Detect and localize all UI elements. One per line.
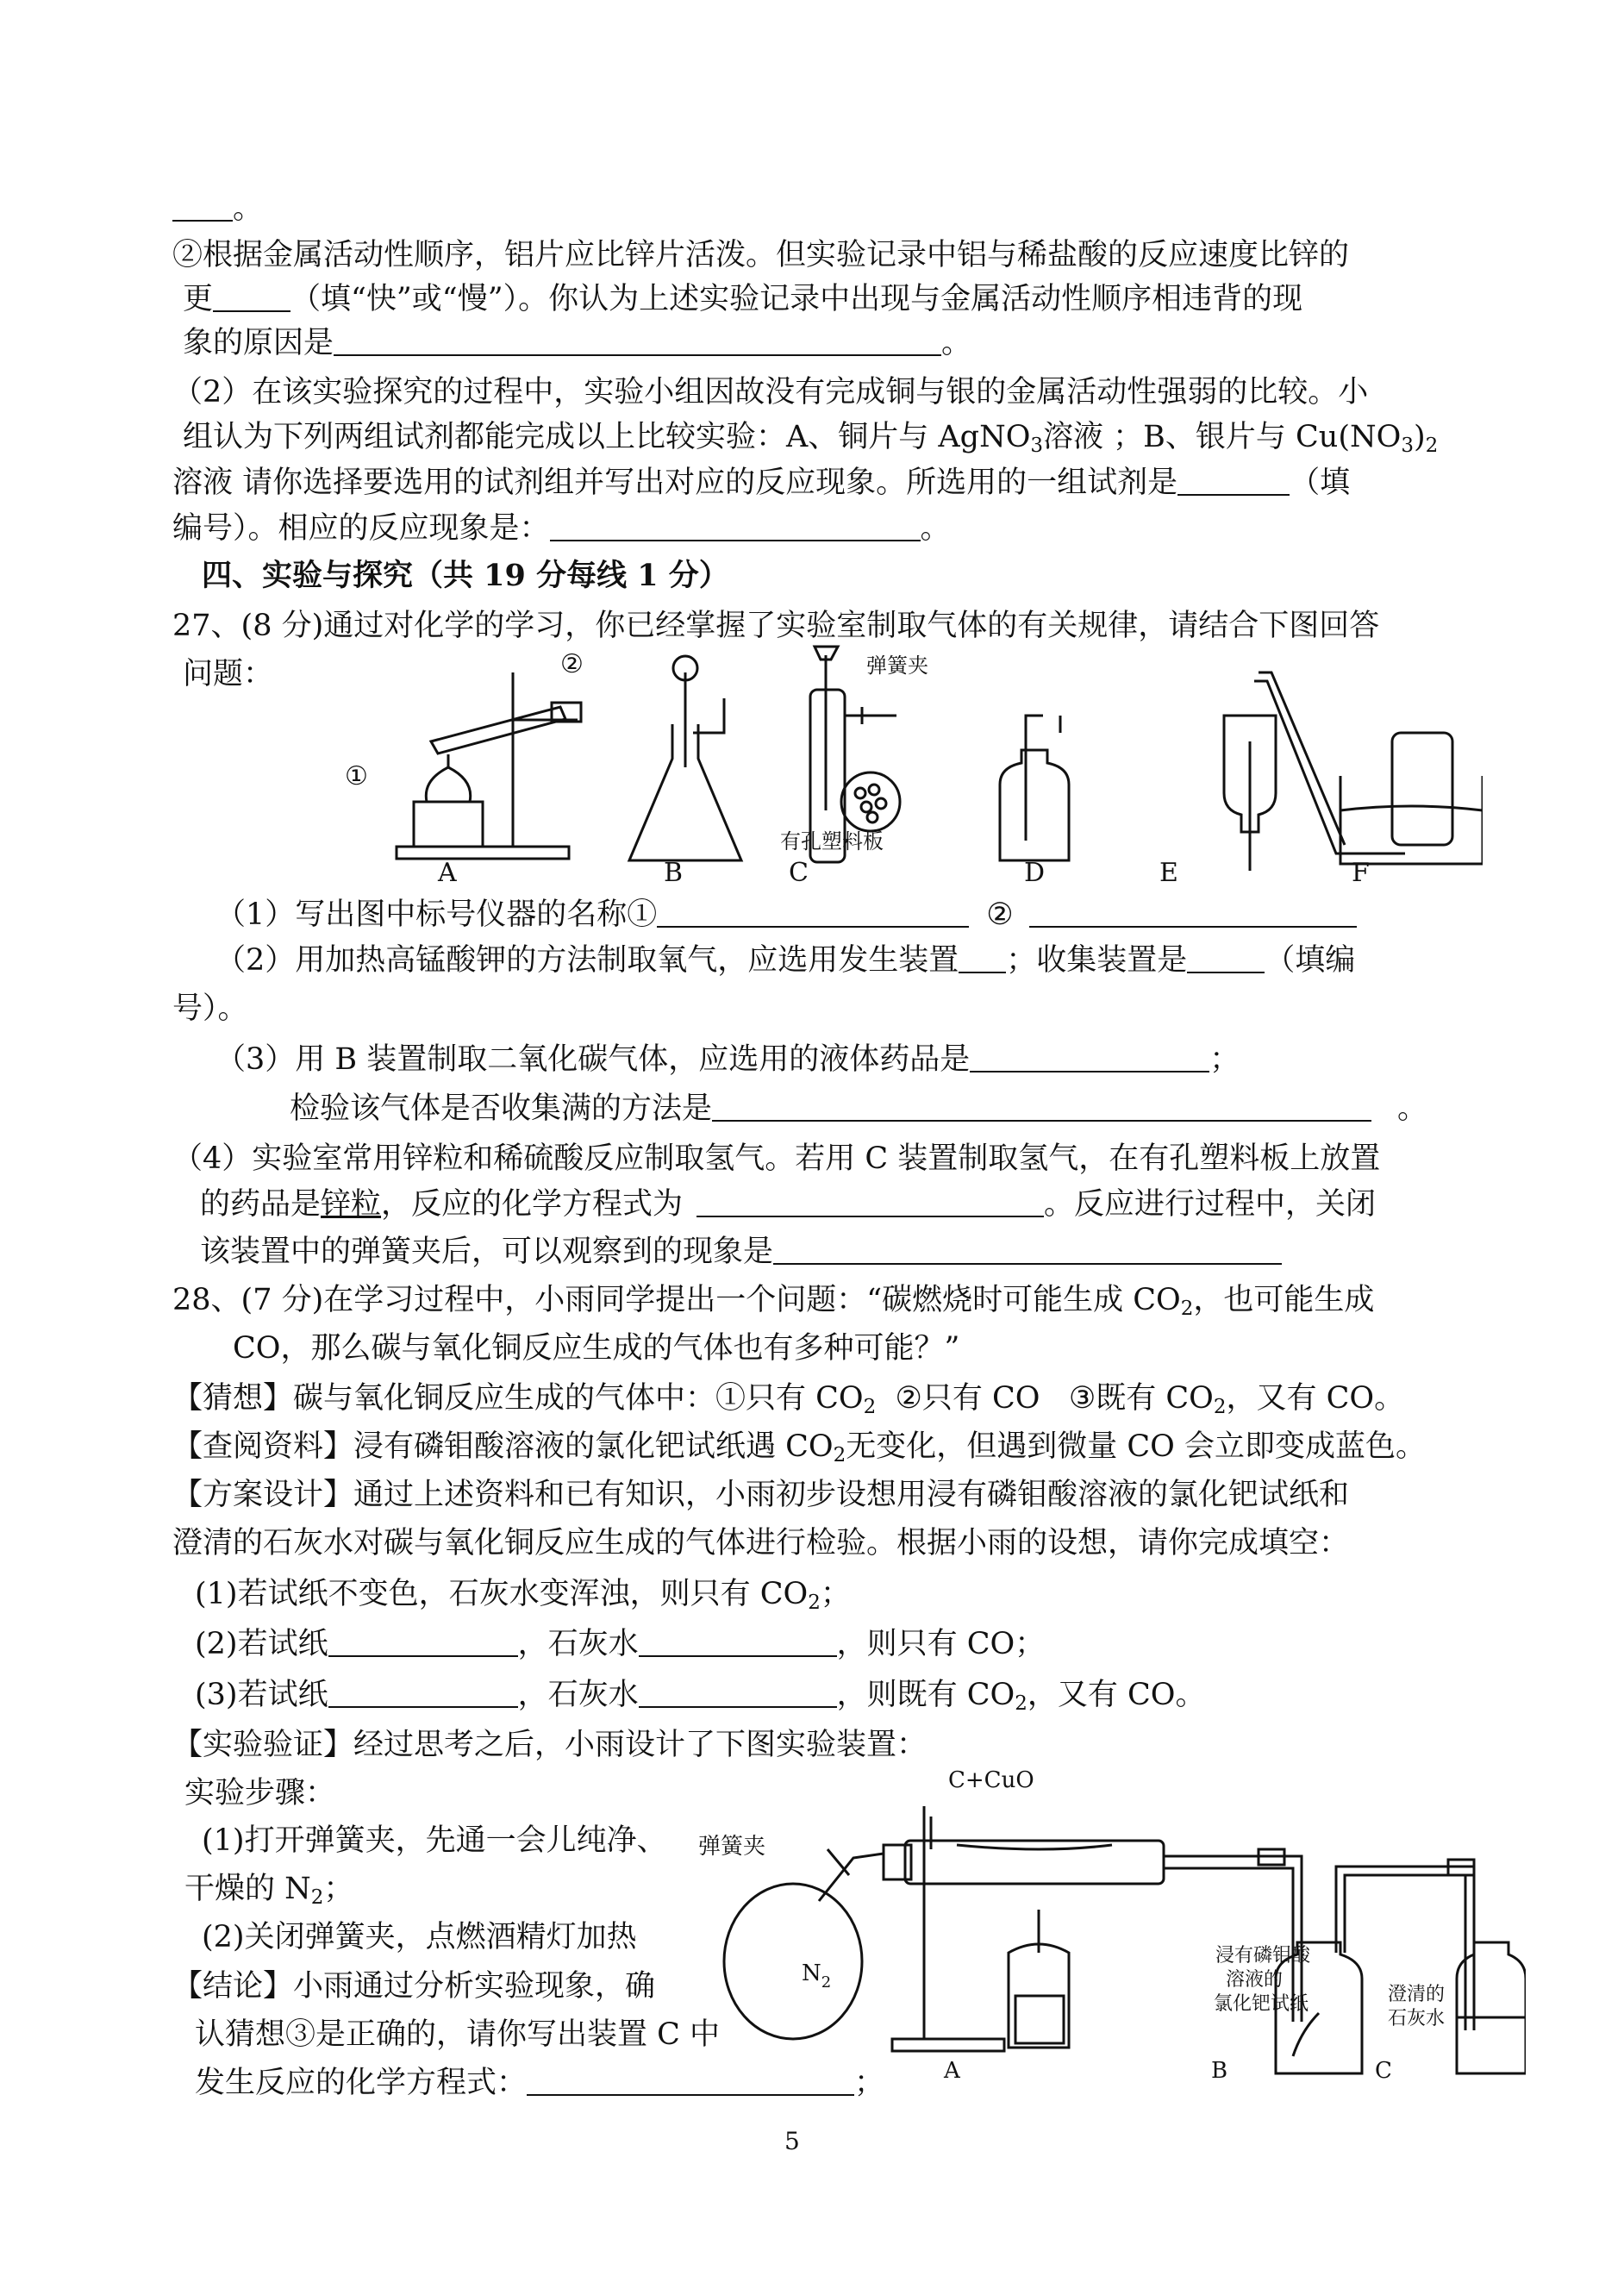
line-7: 溶液 请你选择要选用的试剂组并写出对应的反应现象。所选用的一组试剂是 （填 — [172, 466, 1351, 500]
paper-label-2: 溶液的 — [1226, 1969, 1284, 1991]
line-29: 【实验验证】经过思考之后，小雨设计了下图实验装置： — [172, 1728, 928, 1762]
paper-label-3: 氯化钯试纸 — [1214, 1993, 1309, 2015]
answer-blank[interactable] — [712, 1094, 1371, 1122]
line-34: 【结论】小雨通过分析实验现象，确 — [172, 1969, 656, 2004]
plate-label: 有孔塑料板 — [780, 829, 884, 854]
line-26: (1)若试纸不变色，石灰水变浑浊，则只有 $CO_2$； — [195, 1577, 851, 1614]
line-33: (2)关闭弹簧夹，点燃酒精灯加热 — [202, 1920, 637, 1954]
apparatus-figure-1 — [345, 638, 1483, 888]
label-c-2: C — [1375, 2058, 1392, 2084]
answer-blank[interactable] — [550, 514, 921, 541]
answer-blank[interactable] — [213, 285, 290, 312]
marker-2: ② — [560, 649, 584, 679]
label-b: B — [664, 858, 684, 888]
line-20: 28、(7 分)在学习过程中，小雨同学提出一个问题：“碳燃烧时可能生成 $CO_2$，也可能生成 — [172, 1283, 1375, 1320]
line-5: （2）在该实验探究的过程中，实验小组因故没有完成铜与银的金属活动性强弱的比较。小 — [172, 375, 1369, 410]
water-label-1: 澄清的 — [1388, 1984, 1446, 2005]
line-4: 象的原因是 。 — [183, 326, 972, 360]
line-30: 实验步骤： — [184, 1776, 336, 1810]
answer-blank[interactable] — [1029, 900, 1357, 928]
section-heading: 四、实验与探究（共 19 分每线 1 分） — [202, 558, 729, 593]
line-1: 。 — [172, 188, 263, 229]
line-18: 的药品是锌粒，反应的化学方程式为 。反应进行过程中，关闭 — [200, 1187, 1377, 1222]
line-17: （4）实验室常用锌粒和稀硫酸反应制取氢气。若用 C 装置制取氢气，在有孔塑料板上放置 — [172, 1141, 1381, 1176]
line-27: (2)若试纸 ，石灰水 ，则只有 CO； — [195, 1627, 1046, 1661]
answer-blank[interactable] — [328, 1680, 518, 1708]
label-a-2: A — [944, 2058, 960, 2084]
line-15: （3）用 B 装置制取二氧化碳气体，应选用的液体药品是 ； — [215, 1042, 1240, 1077]
label-e: E — [1159, 858, 1178, 888]
line-31: (1)打开弹簧夹，先通一会儿纯净、 — [202, 1823, 667, 1858]
answer-blank[interactable] — [970, 1045, 1209, 1072]
line-12: （1）写出图中标号仪器的名称① ② — [215, 894, 1357, 935]
label-b-2: B — [1211, 2058, 1228, 2084]
clamp-label: 弹簧夹 — [866, 653, 928, 678]
page-number: 5 — [784, 2127, 800, 2155]
answer-blank[interactable] — [696, 1190, 1044, 1217]
line-24: 【方案设计】通过上述资料和已有知识，小雨初步设想用浸有磷钼酸溶液的氯化钯试纸和 — [172, 1478, 1350, 1512]
line-32: 干燥的 $N_2$； — [184, 1872, 354, 1909]
line-21: CO，那么碳与氧化铜反应生成的气体也有多种可能？” — [233, 1331, 960, 1366]
label-a: A — [438, 858, 457, 888]
apparatus-figure-2 — [698, 1754, 1526, 2091]
line-3: 更 （填“快”或“慢”）。你认为上述实验记录中出现与金属活动性顺序相违背的现 — [183, 282, 1303, 316]
label-f: F — [1352, 858, 1370, 888]
line-22: 【猜想】碳与氧化铜反应生成的气体中：①只有 $CO_2$ ②只有 CO ③既有 $CO_2$，又有 CO。 — [172, 1381, 1405, 1418]
answer-blank[interactable] — [328, 1629, 518, 1657]
label-c: C — [789, 858, 809, 888]
answer-blank[interactable] — [1177, 468, 1290, 496]
label-d: D — [1024, 858, 1046, 888]
gas-label: $N_2$ — [802, 1960, 832, 1992]
line-16: 检验该气体是否收集满的方法是 。 — [290, 1091, 1428, 1126]
line-10: 27、(8 分)通过对化学的学习，你已经掌握了实验室制取气体的有关规律，请结合下图回答 — [172, 609, 1380, 643]
line-36: 发生反应的化学方程式： ； — [195, 2066, 885, 2100]
answer-blank[interactable] — [639, 1680, 837, 1708]
answer-blank[interactable] — [334, 328, 941, 356]
line-8: 编号）。相应的反应现象是： 。 — [172, 511, 951, 546]
line-2: ②根据金属活动性顺序，铝片应比锌片活泼。但实验记录中铝与稀盐酸的反应速度比锌的 — [172, 238, 1350, 272]
line-25: 澄清的石灰水对碳与氧化铜反应生成的气体进行检验。根据小雨的设想，请你完成填空： — [172, 1526, 1350, 1560]
line-28: (3)若试纸 ，石灰水 ，则既有 $CO_2$，又有 CO。 — [195, 1678, 1206, 1715]
line-6: 组认为下列两组试剂都能完成以上比较实验：A、铜片与 AgNO$_3$溶液 ；B、银片与 $Cu(NO_3)_2$ — [183, 420, 1439, 457]
line-23: 【查阅资料】浸有磷钼酸溶液的氯化钯试纸遇 $CO_2$无变化，但遇到微量 CO 会立即变成蓝色。 — [172, 1429, 1426, 1466]
answer-blank[interactable] — [639, 1629, 837, 1657]
reactant-label: C+CuO — [948, 1767, 1034, 1793]
line-35: 认猜想③是正确的，请你写出装置 C 中 — [195, 2017, 721, 2052]
answer-blank[interactable] — [172, 194, 233, 222]
answer-blank[interactable] — [1187, 946, 1265, 973]
line-14: 号）。 — [172, 991, 248, 1026]
line-13: （2）用加热高锰酸钾的方法制取氧气，应选用发生装置 ；收集装置是 （填编 — [215, 943, 1356, 978]
marker-1: ① — [345, 761, 368, 791]
paper-label-1: 浸有磷钼酸 — [1215, 1945, 1311, 1967]
answer-blank[interactable] — [959, 946, 1006, 973]
line-19: 该装置中的弹簧夹后，可以观察到的现象是 — [200, 1231, 1282, 1273]
water-label-2: 石灰水 — [1388, 2008, 1446, 2029]
answer-blank[interactable] — [657, 900, 969, 928]
answer-blank[interactable] — [773, 1237, 1282, 1265]
line-11: 问题： — [183, 657, 274, 691]
clamp-label-2: 弹簧夹 — [698, 1834, 766, 1860]
